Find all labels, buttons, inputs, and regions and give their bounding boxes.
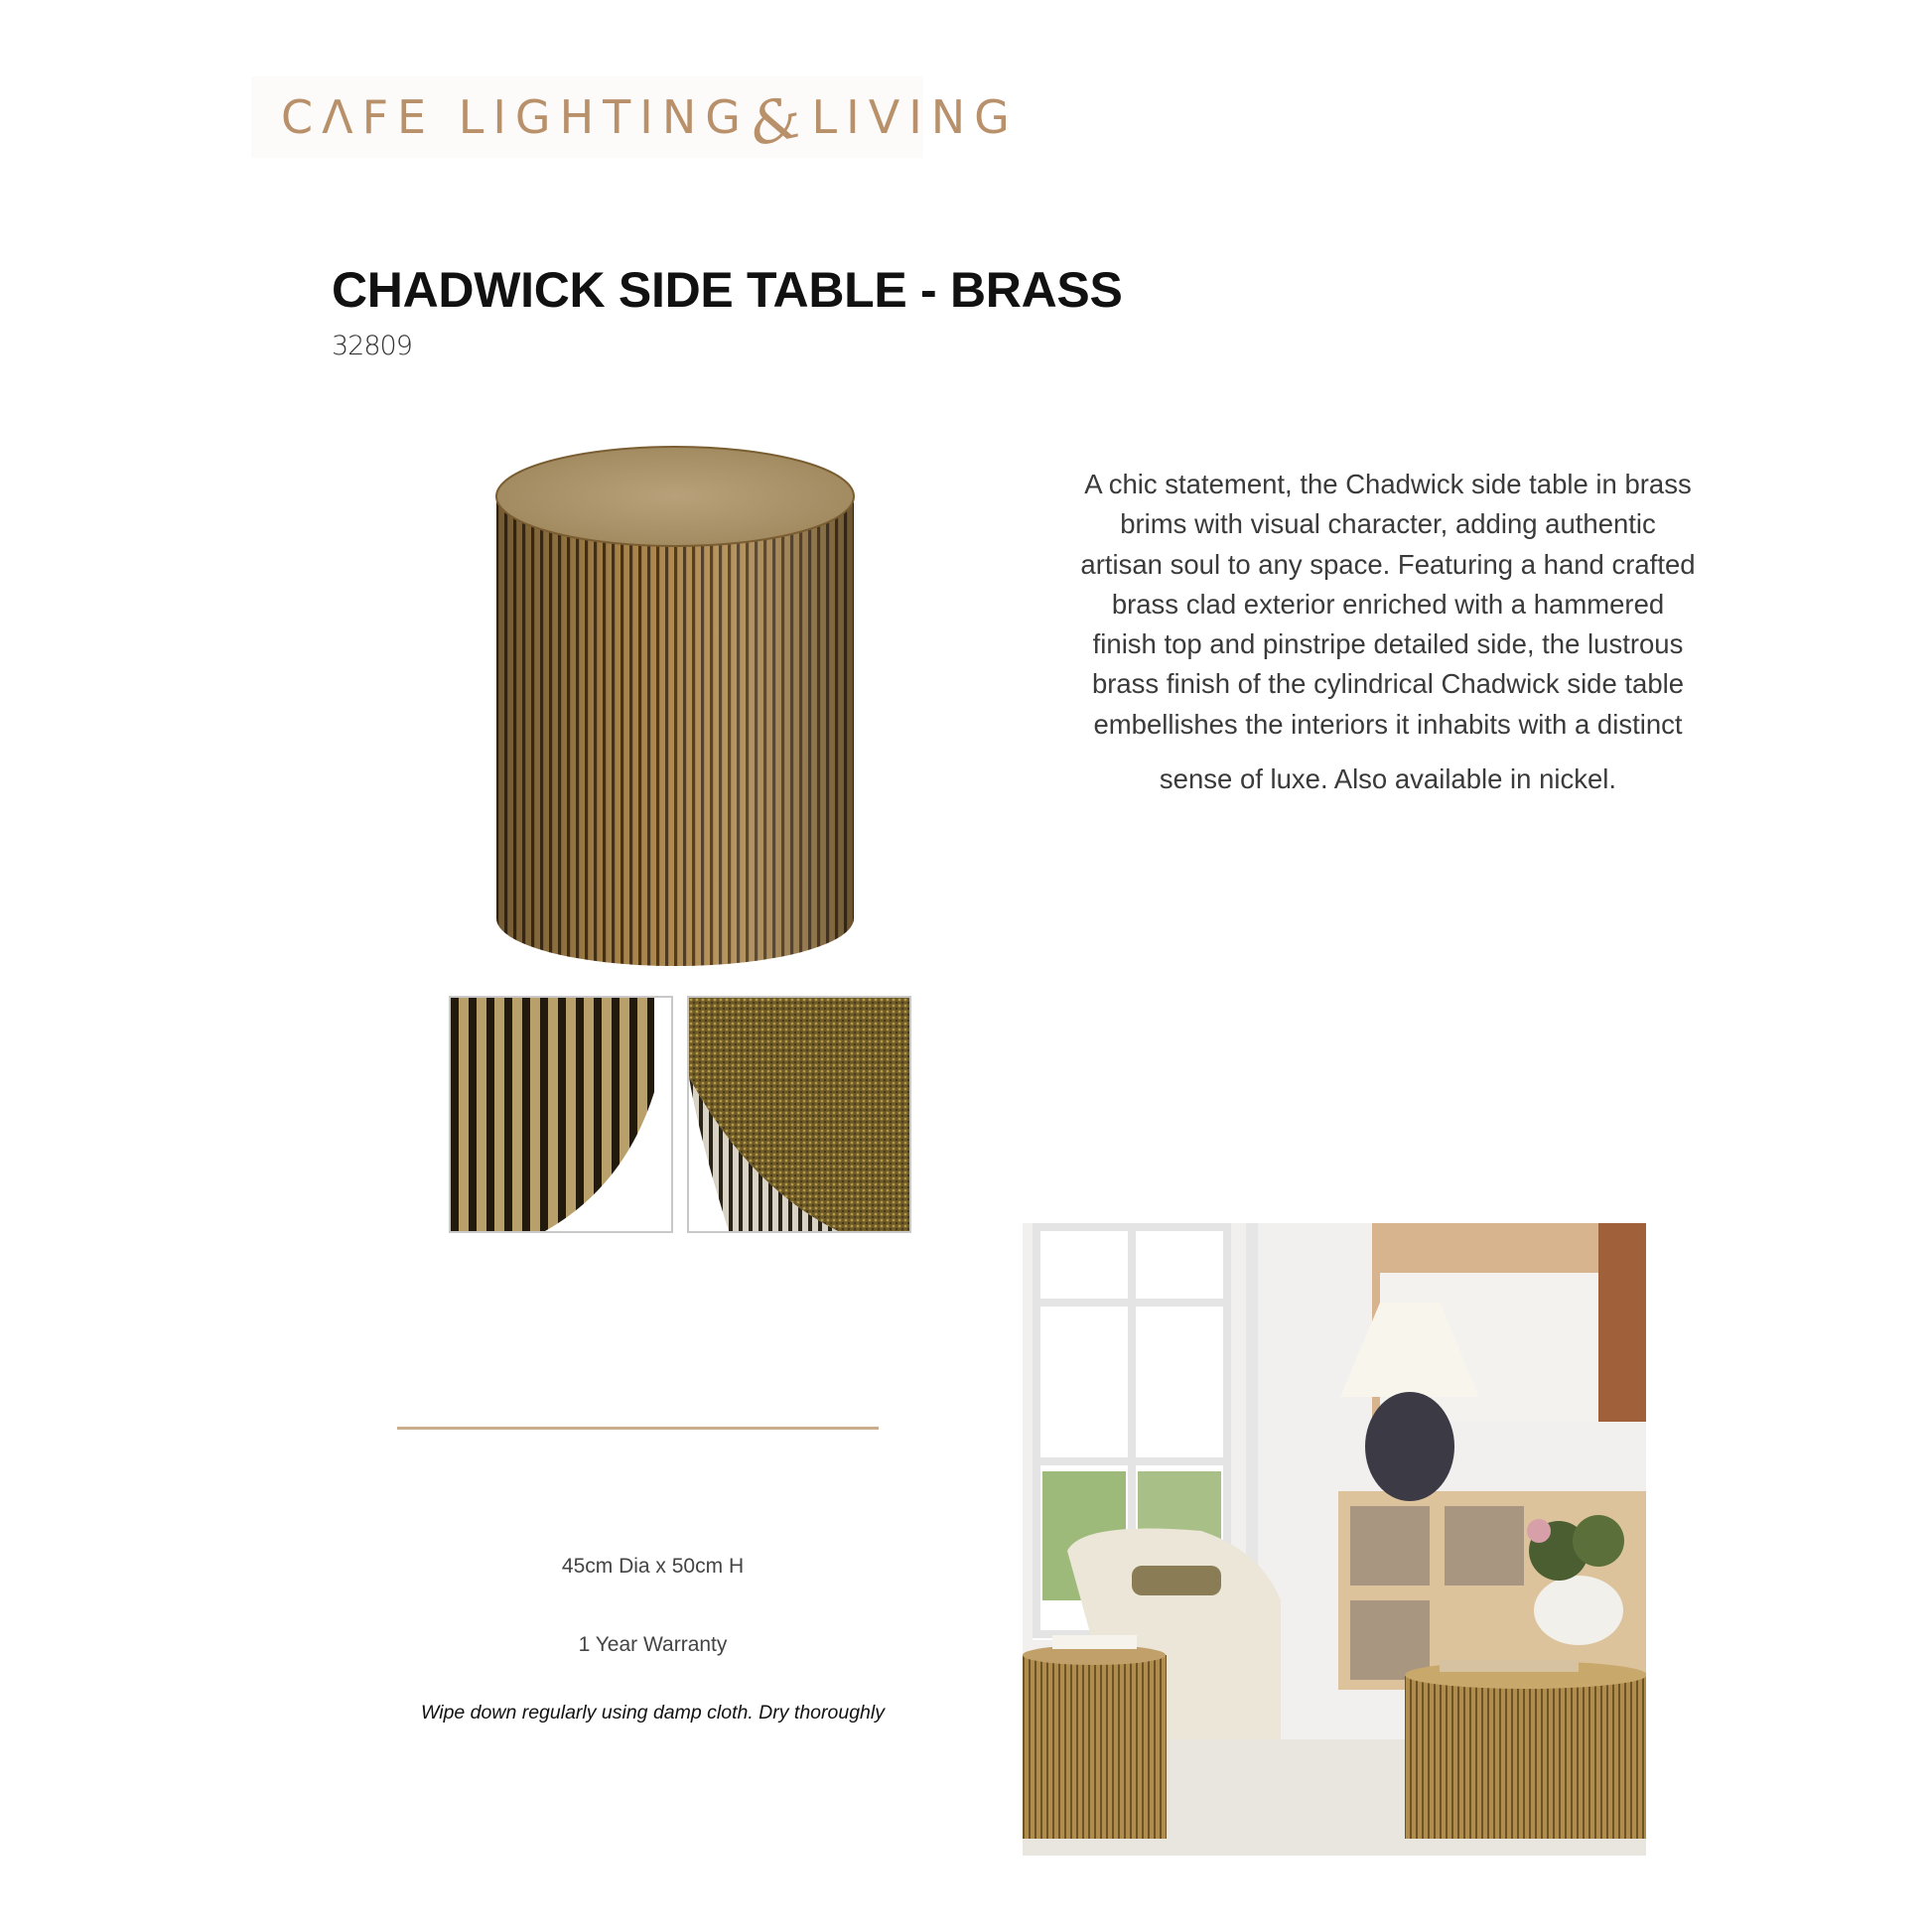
product-hero-image [486,442,874,968]
logo-ampersand: & [743,80,816,160]
description-last-line: sense of luxe. Also available in nickel. [1159,763,1617,794]
thumbnail-hammered-top-detail[interactable] [687,996,911,1233]
brand-logo [281,80,1019,160]
description-line: finish top and pinstripe detailed side, the lustrous [1092,628,1684,660]
spec-dimensions: 45cm Dia x 50cm H [561,1555,745,1578]
spec-warranty: 1 Year Warranty [578,1633,728,1656]
spec-care-instructions: Wipe down regularly using damp cloth. Dry thoroughly [421,1702,885,1724]
product-title: CHADWICK SIDE TABLE - BRASS [332,262,1123,318]
product-description [1060,465,1716,745]
logo-text-living: LIVING [811,90,1019,144]
section-divider [397,1427,879,1430]
description-line: brims with visual character, adding authentic [1120,508,1656,540]
description-line: brass clad exterior enriched with a hammered [1111,588,1665,620]
product-sku: 32809 [332,331,412,361]
description-line: artisan soul to any space. Featuring a hand crafted [1080,548,1696,580]
description-line: brass finish of the cylindrical Chadwick side table [1091,668,1685,700]
thumbnail-pinstripe-detail[interactable] [449,996,673,1233]
lifestyle-image [1023,1223,1646,1856]
description-line: embellishes the interiors it inhabits with a distinct [1093,708,1683,740]
description-line: A chic statement, the Chadwick side table in brass [1084,469,1692,499]
logo-text-cafe-lighting: CΛFE LIGHTING [281,90,750,144]
